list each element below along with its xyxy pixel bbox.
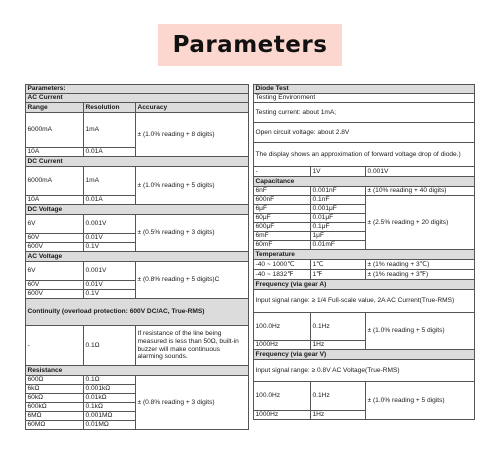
parameters-table-right (253, 84, 475, 420)
table-cell: 6000mA (26, 167, 84, 196)
table-cell: 0.1Ω (84, 376, 136, 385)
table-cell: 0.1nF (311, 196, 366, 205)
title-banner (158, 24, 342, 66)
frequency-a-title: Frequency (via gear A) (254, 280, 475, 290)
col-resolution: Resolution (84, 103, 136, 113)
resistance-title: Resistance (26, 366, 249, 376)
accuracy-cell: ± (1.0% reading + 5 digits) (136, 167, 249, 205)
testing-current: Testing current: about 1mA; (254, 103, 475, 123)
table-cell: 6kΩ (26, 385, 84, 394)
frequency-a-signal: Input signal range: ≥ 1/4 Full-scale value, 2A AC Current(True-RMS) (254, 290, 475, 313)
table-cell: 6MΩ (26, 412, 84, 421)
table-cell: 1Hz (311, 411, 366, 420)
table-cell: 6nF (254, 187, 311, 196)
table-cell: 0.001kΩ (84, 385, 136, 394)
table-cell: 0.001V (84, 262, 136, 281)
table-cell: 0.1Ω (84, 326, 136, 366)
table-cell: 60V (26, 281, 84, 290)
accuracy-cell: ± (1% reading + 3℉) (366, 270, 475, 280)
accuracy-cell: ± (1.0% reading + 5 digits) (366, 313, 475, 350)
accuracy-cell: ± (0.8% reading + 3 digits) (136, 376, 249, 430)
table-cell: 60μF (254, 214, 311, 223)
diode-display-note: The display shows an approximation of forward voltage drop of diode.) (254, 143, 475, 167)
table-cell: 600nF (254, 196, 311, 205)
table-cell: 600kΩ (26, 403, 84, 412)
table-cell: 600Ω (26, 376, 84, 385)
table-cell: 0.01μF (311, 214, 366, 223)
table-cell: 0.01mF (311, 241, 366, 250)
ac-current-title: AC Current (26, 94, 249, 103)
table-cell: 6mF (254, 232, 311, 241)
table-cell: 0.001μF (311, 205, 366, 214)
table-cell: 1mA (84, 167, 136, 196)
table-cell: 1000Hz (254, 411, 311, 420)
table-cell: 60kΩ (26, 394, 84, 403)
open-circuit-voltage: Open circuit voltage: about 2.8V (254, 123, 475, 143)
col-accuracy: Accuracy (136, 103, 249, 113)
table-cell: 1000Hz (254, 341, 311, 350)
accuracy-cell: ± (1.0% reading + 8 digits) (136, 113, 249, 157)
table-cell: 0.01V (84, 234, 136, 243)
table-cell: - (254, 167, 311, 177)
frequency-v-title: Frequency (via gear V) (254, 350, 475, 360)
table-cell: -40 ~ 1000℃ (254, 260, 311, 270)
table-cell: 0.01kΩ (84, 394, 136, 403)
continuity-note: If resistance of the line being measured is less than 50Ω, built-in buzzer will make continuous alarming sounds. (136, 326, 249, 366)
table-cell: -40 ~ 1832℉ (254, 270, 311, 280)
continuity-title: Continuity (overload protection: 600V DC/AC, True-RMS) (26, 299, 249, 326)
table-cell: 0.01A (84, 148, 136, 157)
table-cell: 100.0Hz (254, 382, 311, 411)
accuracy-cell: ± (0.8% reading + 5 digits)C (136, 262, 249, 299)
parameters-table-left (25, 84, 249, 430)
frequency-v-signal: Input signal range: ≥ 0.8V AC Voltage(True-RMS) (254, 360, 475, 382)
table-cell: 1μF (311, 232, 366, 241)
table-cell: 60MΩ (26, 421, 84, 430)
table-cell: 0.001nF (311, 187, 366, 196)
table-cell: 0.1Hz (311, 382, 366, 411)
table-cell: 10A (26, 196, 84, 205)
table-cell: 60V (26, 234, 84, 243)
table-cell: 0.01A (84, 196, 136, 205)
table-cell: 60mF (254, 241, 311, 250)
table-cell: 600V (26, 290, 84, 299)
table-cell: 0.01MΩ (84, 421, 136, 430)
diode-test-title: Diode Test (254, 85, 475, 94)
table-cell: 0.1V (84, 243, 136, 252)
parameters-header: Parameters: (26, 85, 249, 94)
table-cell: 1Hz (311, 341, 366, 350)
table-cell: 0.01V (84, 281, 136, 290)
table-cell: 600μF (254, 223, 311, 232)
table-cell: 0.1μF (311, 223, 366, 232)
table-cell: 1℉ (311, 270, 366, 280)
col-range: Range (26, 103, 84, 113)
accuracy-cell: ± (2.5% reading + 20 digits) (366, 196, 475, 250)
table-cell: - (26, 326, 84, 366)
table-cell: 6V (26, 215, 84, 234)
table-cell: 0.1kΩ (84, 403, 136, 412)
capacitance-title: Capacitance (254, 177, 475, 187)
dc-voltage-title: DC Voltage (26, 205, 249, 215)
table-cell: 0.001V (366, 167, 475, 177)
table-cell: 6000mA (26, 113, 84, 148)
table-cell: 600V (26, 243, 84, 252)
table-cell: 0.1Hz (311, 313, 366, 341)
ac-voltage-title: AC Voltage (26, 252, 249, 262)
page-title: Parameters (172, 32, 328, 58)
accuracy-cell: ± (1% reading + 3℃) (366, 260, 475, 270)
temperature-title: Temperature (254, 250, 475, 260)
accuracy-cell: ± (1.0% reading + 5 digits) (366, 382, 475, 420)
table-cell: 6V (26, 262, 84, 281)
dc-current-title: DC Current (26, 157, 249, 167)
table-cell: 0.1V (84, 290, 136, 299)
table-cell: 1℃ (311, 260, 366, 270)
table-cell: 100.0Hz (254, 313, 311, 341)
accuracy-cell: ± (10% reading + 40 digits) (366, 187, 475, 196)
table-cell: 10A (26, 148, 84, 157)
table-cell: 6μF (254, 205, 311, 214)
table-cell: 1mA (84, 113, 136, 148)
testing-environment: Testing Environment (254, 94, 475, 103)
table-cell: 0.001V (84, 215, 136, 234)
table-cell: 0.001MΩ (84, 412, 136, 421)
table-cell: 1V (311, 167, 366, 177)
accuracy-cell: ± (0.5% reading + 3 digits) (136, 215, 249, 252)
